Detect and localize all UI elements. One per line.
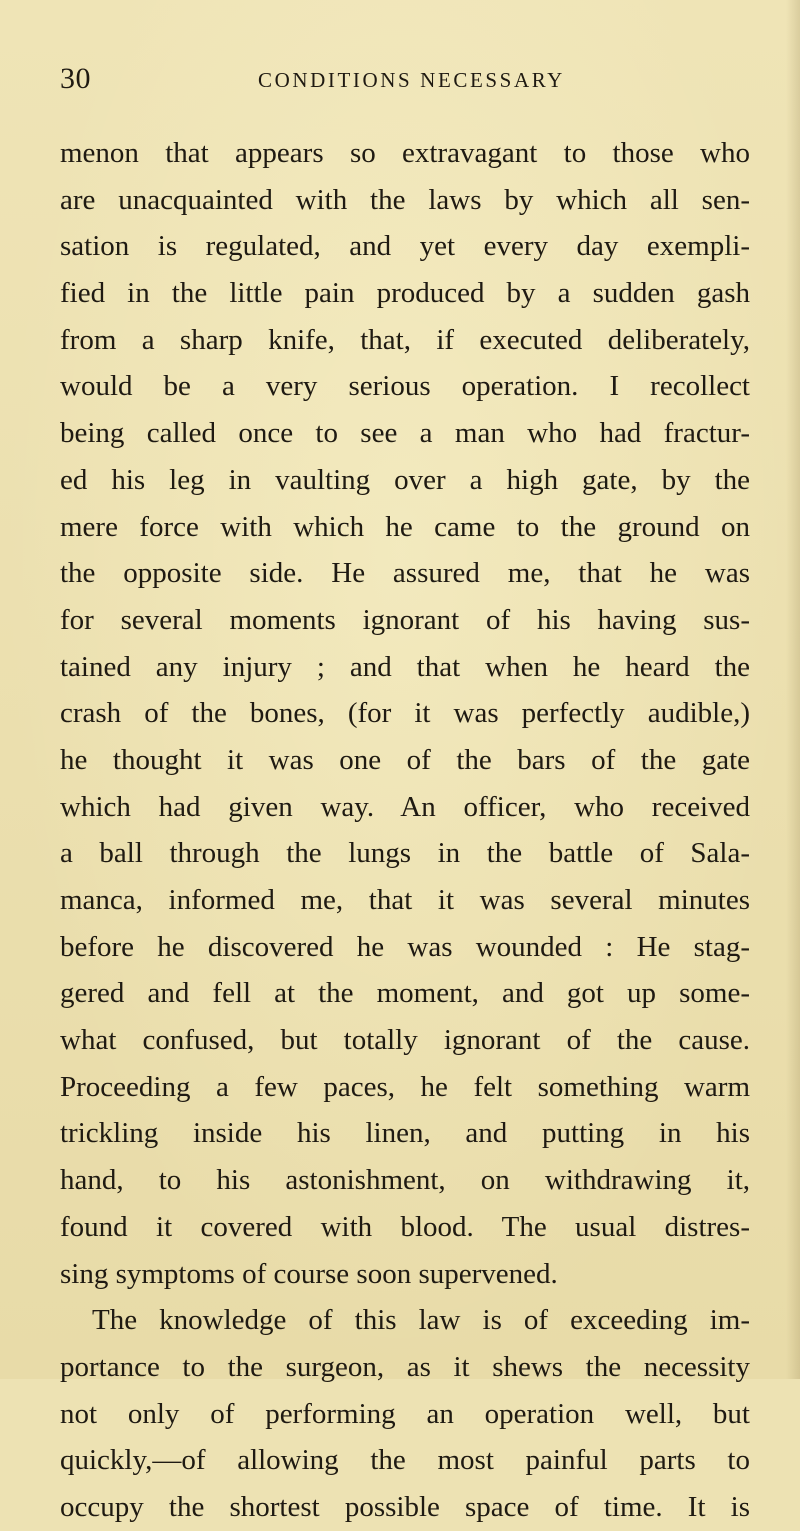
page-number: 30 <box>60 62 91 95</box>
text-line: would be a very serious operation. I recollect <box>60 370 750 403</box>
text-line: before he discovered he was wounded : He stag- <box>60 930 750 963</box>
text-line: from a sharp knife, that, if executed deliberately, <box>60 323 750 356</box>
page-edge-shadow <box>786 0 800 1379</box>
text-line: which had given way. An officer, who received <box>60 790 750 823</box>
text-line: ed his leg in vaulting over a high gate, by the <box>60 463 750 496</box>
text-line: mere force with which he came to the ground on <box>60 510 750 543</box>
text-line: sation is regulated, and yet every day exempli- <box>60 230 750 263</box>
text-line: he thought it was one of the bars of the gate <box>60 743 750 776</box>
text-line: trickling inside his linen, and putting in his <box>60 1117 750 1150</box>
text-line: portance to the surgeon, as it shews the necessity <box>60 1350 750 1383</box>
text-line: for several moments ignorant of his having sus- <box>60 603 750 636</box>
text-line: Proceeding a few paces, he felt something warm <box>60 1070 750 1103</box>
text-line: fied in the little pain produced by a sudden gash <box>60 277 750 310</box>
text-line: menon that appears so extravagant to those who <box>60 137 750 169</box>
text-line: quickly,—of allowing the most painful parts to <box>60 1444 750 1477</box>
text-line: not only of performing an operation well, but <box>60 1397 750 1430</box>
text-line: are unacquainted with the laws by which all sen- <box>60 183 750 216</box>
text-line: found it covered with blood. The usual distres- <box>60 1210 750 1243</box>
text-line: the opposite side. He assured me, that he was <box>60 557 750 590</box>
page-header <box>60 62 750 102</box>
text-line: manca, informed me, that it was several minutes <box>60 884 750 916</box>
text-line: what confused, but totally ignorant of the cause. <box>60 1024 750 1057</box>
text-line: occupy the shortest possible space of time. It is <box>60 1490 750 1523</box>
body-text <box>60 130 750 1531</box>
running-head: CONDITIONS NECESSARY <box>258 68 565 92</box>
text-line: being called once to see a man who had fractur- <box>60 417 750 450</box>
text-line: tained any injury ; and that when he heard the <box>60 650 750 683</box>
paragraph-last-line: sing symptoms of course soon supervened. <box>60 1257 558 1290</box>
text-line: a ball through the lungs in the battle of Sala- <box>60 837 750 870</box>
text-line: hand, to his astonishment, on withdrawing it, <box>60 1164 750 1197</box>
text-line: crash of the bones, (for it was perfectly audible,) <box>60 697 750 730</box>
text-line: gered and fell at the moment, and got up some- <box>60 977 750 1010</box>
paragraph-first-line: The knowledge of this law is of exceeding im- <box>92 1304 750 1337</box>
